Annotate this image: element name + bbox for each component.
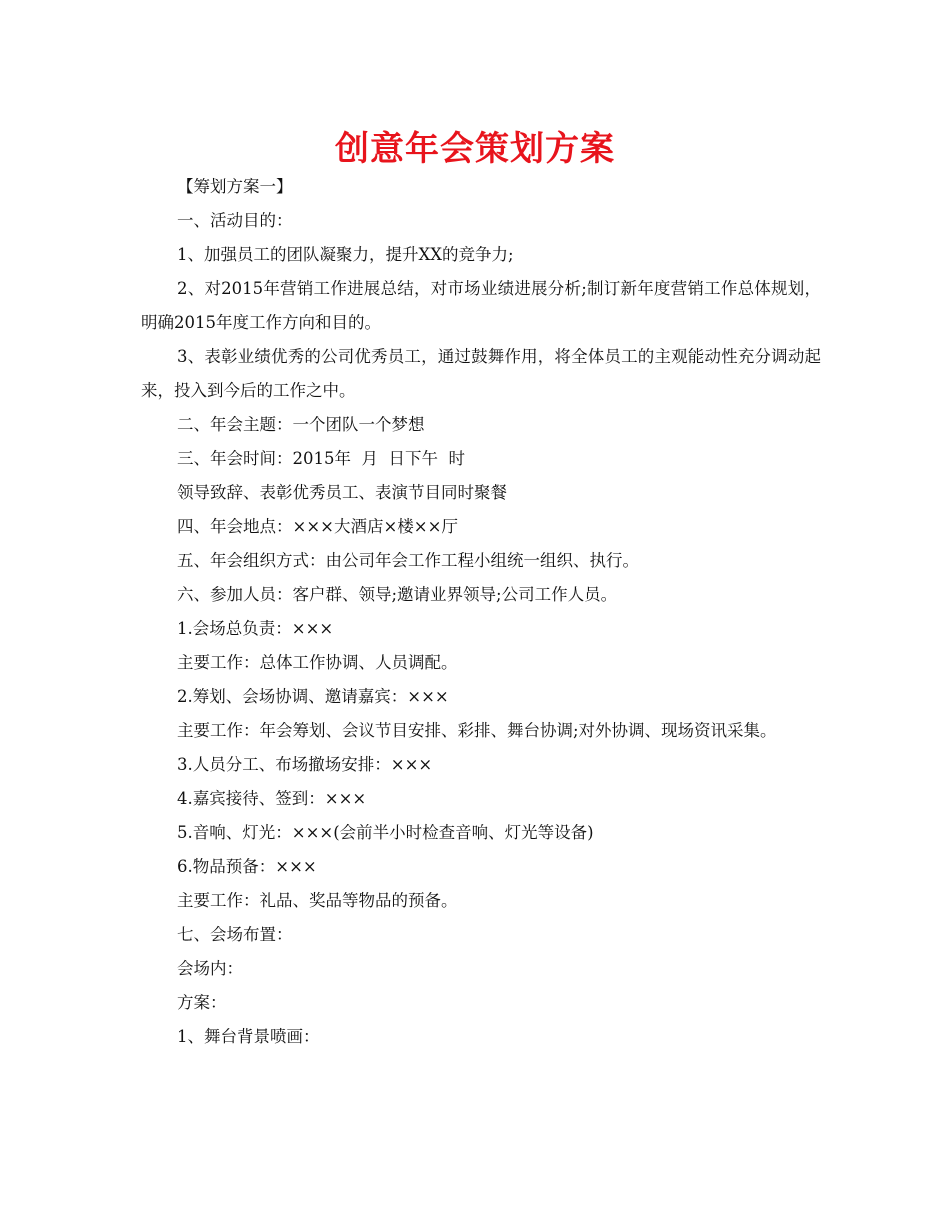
paragraph: 五、年会组织方式：由公司年会工作工程小组统一组织、执行。 [177,551,639,570]
paragraph: 四、年会地点：×××大酒店×楼××厅 [177,517,458,536]
paragraph: 领导致辞、表彰优秀员工、表演节目同时聚餐 [177,483,507,502]
paragraph: 主要工作：总体工作协调、人员调配。 [177,653,458,672]
paragraph: 5.音响、灯光：×××(会前半小时检查音响、灯光等设备) [177,823,594,842]
document-title: 创意年会策划方案 [335,129,615,169]
section-heading-plan-one: 【筹划方案一】 [177,177,293,196]
paragraph: 七、会场布置： [177,925,293,944]
paragraph: 一、活动目的： [177,211,293,230]
paragraph: 3、表彰业绩优秀的公司优秀员工，通过鼓舞作用，将全体员工的主观能动性充分调动起来，投入到今后的工作之中。 [141,347,821,400]
paragraph: 1、舞台背景喷画： [177,1027,320,1046]
paragraph: 1、加强员工的团队凝聚力，提升XX的竞争力; [177,245,514,264]
paragraph: 4.嘉宾接待、签到：××× [177,789,367,808]
paragraph: 会场内： [177,959,243,978]
paragraph: 二、年会主题：一个团队一个梦想 [177,415,425,434]
paragraph: 三、年会时间：2015年 月 日下午 时 [177,449,465,468]
paragraph: 2、对2015年营销工作进展总结，对市场业绩进展分析;制订新年度营销工作总体规划，明确2015年度工作方向和目的。 [141,279,821,332]
paragraph: 1.会场总负责：××× [177,619,334,638]
paragraph: 2.筹划、会场协调、邀请嘉宾：××× [177,687,449,706]
paragraph: 主要工作：礼品、奖品等物品的预备。 [177,891,458,910]
paragraph: 3.人员分工、布场撤场安排：××× [177,755,433,774]
paragraph: 方案： [177,993,227,1012]
paragraph: 6.物品预备：××× [177,857,317,876]
document-body [141,170,821,1054]
paragraph: 主要工作：年会筹划、会议节目安排、彩排、舞台协调;对外协调、现场资讯采集。 [177,721,777,740]
paragraph: 六、参加人员：客户群、领导;邀请业界领导;公司工作人员。 [177,585,618,604]
